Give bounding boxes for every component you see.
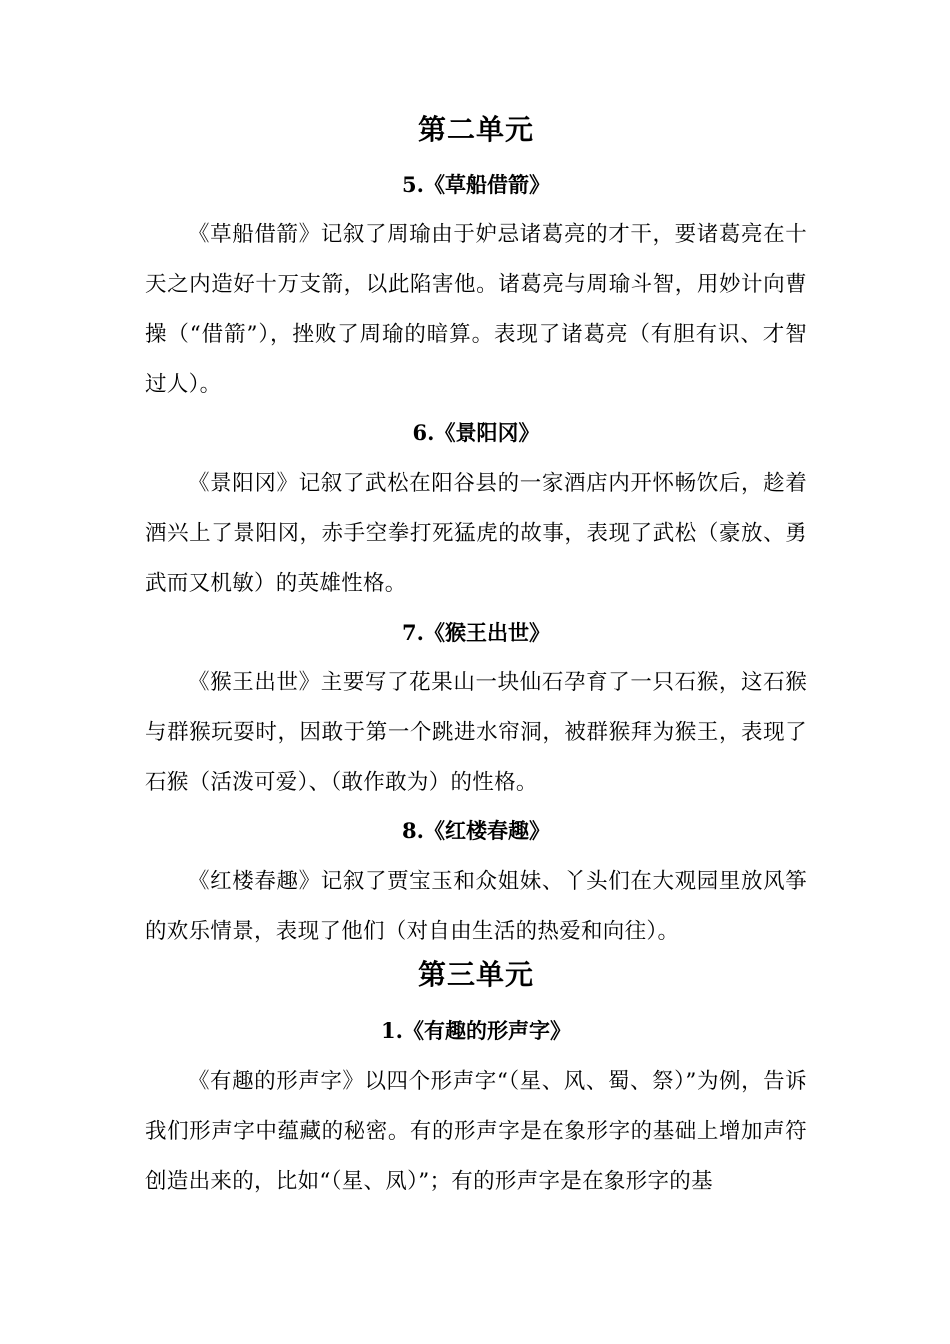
lesson-title-7: 7.《猴王出世》	[402, 620, 550, 645]
lesson-title-1: 1.《有趣的形声字》	[381, 1018, 571, 1043]
unit-title-3: 第三单元	[417, 958, 534, 991]
lesson-summary-7: 《猴王出世》主要写了花果山一块仙石孕育了一只石猴，这石猴与群猴玩耍时，因敢于第一个跳进水帘洞，被群猴拜为猴王，表现了石猴（活泼可爱）、（敢作敢为）的性格。	[145, 670, 807, 795]
lesson-title-8: 8.《红楼春趣》	[402, 818, 550, 843]
unit-title-2: 第二单元	[417, 113, 534, 146]
lesson-summary-5: 《草船借箭》记叙了周瑜由于妒忌诸葛亮的才干，要诸葛亮在十天之内造好十万支箭，以此陷害他。诸葛亮与周瑜斗智，用妙计向曹操（“借箭”），挫败了周瑜的暗算。表现了诸葛亮（有胆有识、才智过人）。	[145, 222, 807, 397]
lesson-summary-6: 《景阳冈》记叙了武松在阳谷县的一家酒店内开怀畅饮后，趁着酒兴上了景阳冈，赤手空拳打死猛虎的故事，表现了武松（豪放、勇武而又机敏）的英雄性格。	[145, 471, 807, 596]
lesson-summary-8: 《红楼春趣》记叙了贾宝玉和众姐妹、丫头们在大观园里放风筝的欢乐情景，表现了他们（对自由生活的热爱和向往）。	[145, 869, 807, 944]
lesson-title-5: 5.《草船借箭》	[402, 172, 550, 197]
lesson-title-6: 6.《景阳冈》	[412, 420, 540, 445]
lesson-summary-1: 《有趣的形声字》以四个形声字“（星、风、蜀、祭）”为例，告诉我们形声字中蕴藏的秘密。有的形声字是在象形字的基础上增加声符创造出来的，比如“（星、凤）”；有的形声字是在象形字的基	[145, 1069, 807, 1194]
